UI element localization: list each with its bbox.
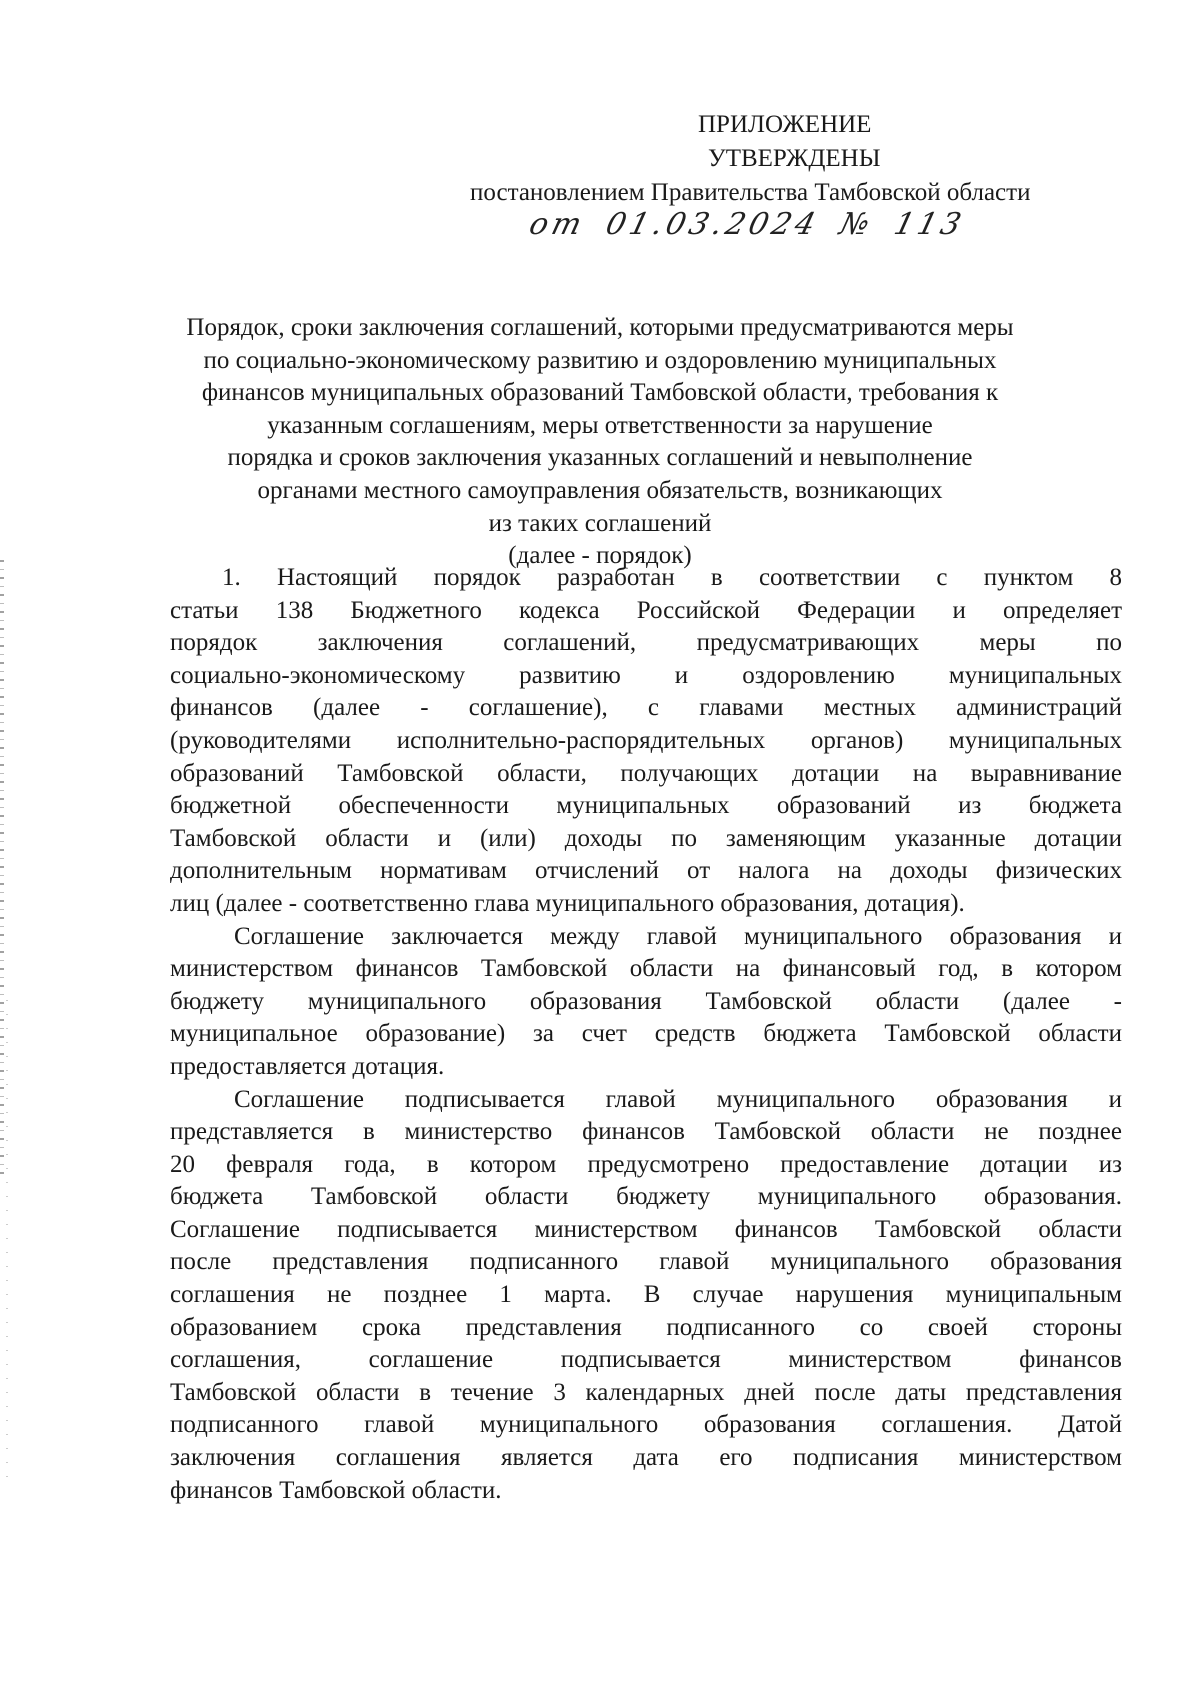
text-line: Соглашение подписывается главой муниципального образования и: [234, 1085, 1122, 1113]
handwritten-date-number: [525, 206, 1200, 244]
title-line: (далее - порядок): [508, 542, 692, 570]
text-line: порядок заключения соглашений, предусматривающих меры по: [170, 629, 1122, 657]
text-line: 1. Настоящий порядок разработан в соответствии с пунктом 8: [222, 564, 1122, 591]
text-line: бюджету муниципального образования Тамбовской области (далее -: [170, 987, 1122, 1015]
title-line: финансов муниципальных образований Тамбовской области, требования к: [201, 379, 999, 407]
text-line: образованием срока представления подписанного со своей стороны: [170, 1313, 1122, 1341]
title-line: по социально-экономическому развитию и оздоровлению муниципальных: [203, 346, 997, 374]
handwritten-from: от: [525, 207, 590, 242]
text-line: образований Тамбовской области, получающих дотации на выравнивание: [170, 759, 1122, 787]
approval-block: [440, 108, 1140, 248]
text-line: Соглашение подписывается министерством финансов Тамбовской области: [170, 1215, 1122, 1243]
handwritten-number-sign: №: [836, 207, 878, 242]
text-line: финансов Тамбовской области.: [170, 1476, 502, 1504]
paragraph-1: [170, 562, 1122, 921]
approved-heading: УТВЕРЖДЕНЫ: [708, 145, 881, 172]
text-line: Тамбовской области в течение 3 календарных дней после даты представления: [170, 1378, 1122, 1406]
text-line: статьи 138 Бюджетного кодекса Российской Федерации и определяет: [170, 596, 1122, 624]
text-line: представляется в министерство финансов Тамбовской области не позднее: [170, 1118, 1122, 1146]
handwritten-number: 113: [890, 207, 969, 242]
decree-line: постановлением Правительства Тамбовской области: [470, 179, 1031, 206]
document-body: [170, 562, 1122, 1507]
text-line: Тамбовской области и (или) доходы по заменяющим указанные дотации: [170, 824, 1122, 852]
text-line: финансов (далее - соглашение), с главами местных администраций: [170, 694, 1122, 722]
text-line: (руководителями исполнительно-распорядительных органов) муниципальных: [170, 726, 1122, 754]
text-line: Соглашение заключается между главой муниципального образования и: [234, 922, 1122, 950]
text-line: подписанного главой муниципального образования соглашения. Датой: [170, 1411, 1122, 1439]
text-line: соглашения не позднее 1 марта. В случае нарушения муниципальным: [170, 1281, 1122, 1309]
scan-edge-artifact: [6, 1000, 8, 1480]
title-line: из таких соглашений: [488, 509, 712, 537]
text-line: предоставляется дотация.: [170, 1052, 445, 1080]
title-line: Порядок, сроки заключения соглашений, которыми предусматриваются меры: [186, 314, 1014, 341]
text-line: заключения соглашения является дата его подписания министерством: [170, 1444, 1122, 1472]
handwritten-date: 01.03.2024: [602, 207, 823, 242]
text-line: муниципальное образование) за счет средств бюджета Тамбовской области: [170, 1020, 1122, 1048]
text-line: 20 февраля года, в котором предусмотрено предоставление дотации из: [170, 1150, 1122, 1178]
text-line: после представления подписанного главой муниципального образования: [170, 1248, 1122, 1276]
appendix-heading: ПРИЛОЖЕНИЕ: [698, 111, 872, 138]
text-line: бюджетной обеспеченности муниципальных образований из бюджета: [170, 792, 1122, 820]
scan-edge-artifact: [0, 560, 4, 1180]
text-line: социально-экономическому развитию и оздоровлению муниципальных: [170, 661, 1122, 689]
title-line: порядка и сроков заключения указанных соглашений и невыполнение: [227, 444, 973, 472]
document-title: [130, 312, 1070, 573]
title-line: органами местного самоуправления обязательств, возникающих: [257, 476, 943, 504]
text-line: лиц (далее - соответственно глава муниципального образования, дотация).: [170, 889, 965, 917]
text-line: министерством финансов Тамбовской области на финансовый год, в котором: [170, 955, 1122, 983]
paragraph-2: [170, 921, 1122, 1084]
text-line: дополнительным нормативам отчислений от налога на доходы физических: [170, 857, 1122, 885]
text-line: соглашения, соглашение подписывается министерством финансов: [170, 1346, 1122, 1374]
text-line: бюджета Тамбовской области бюджету муниципального образования.: [170, 1183, 1122, 1211]
paragraph-3: [170, 1084, 1122, 1508]
title-line: указанным соглашениям, меры ответственности за нарушение: [267, 411, 933, 439]
